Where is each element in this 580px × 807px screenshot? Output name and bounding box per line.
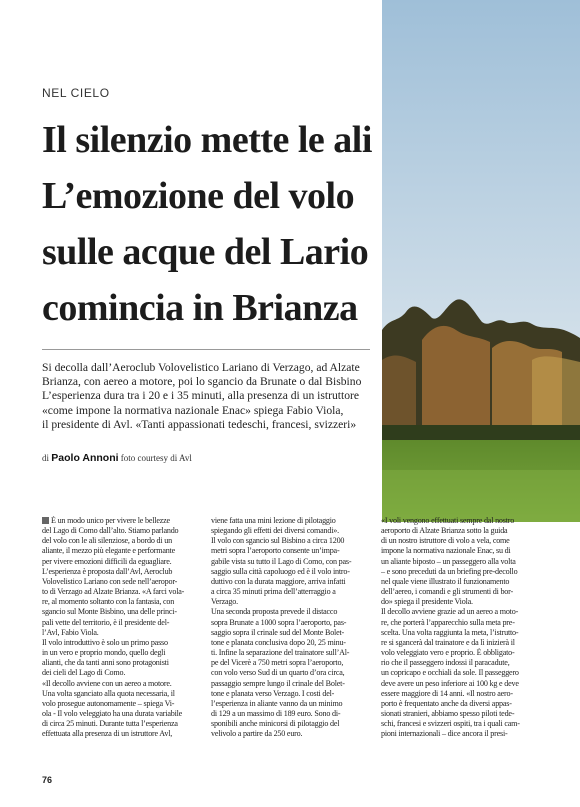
- article-column-1: [42, 516, 212, 739]
- body-text-line: deve avere un peso inferiore ai 100 kg e deve: [381, 678, 519, 688]
- body-text-line: spiegando gli effetti dei diversi comandi».: [211, 526, 339, 536]
- body-text-line: Il volo con sgancio sul Bisbino a circa 1200: [211, 536, 345, 546]
- body-text-line: L’esperienza è proposta dall’Avl, Aeroclub: [42, 566, 173, 576]
- body-text-line: Verzago.: [211, 597, 238, 607]
- body-text-line: re, che porterà l’apparecchio sulla meta pre-: [381, 617, 515, 627]
- body-text-line: [42, 516, 212, 526]
- title-line: L’emozione del volo: [42, 175, 355, 217]
- body-text-line: nel quale viene illustrato il funzionamento: [381, 576, 510, 586]
- body-text-line: alianti, che da tanti anni sono protagonisti: [42, 658, 169, 668]
- body-text-line: un aliante biposto – un passeggero alla volta: [381, 556, 516, 566]
- body-text-line: tone e planata conclusiva dopo 20, 25 minu-: [211, 637, 346, 647]
- byline-credit: foto courtesy di Avl: [120, 453, 192, 463]
- body-text-line: ola - Il volo veleggiato ha una durata variabile: [42, 708, 183, 718]
- body-text-line: velivolo a partire da 250 euro.: [211, 729, 303, 739]
- airfield-landscape-image: [382, 0, 580, 522]
- body-text-line: pali vette del territorio, è il presidente del-: [42, 617, 170, 627]
- body-text-line: sionati stranieri, abbiamo spesso piloti tede-: [381, 708, 515, 718]
- body-text-line: del volo con le ali silenziose, a bordo di un: [42, 536, 172, 546]
- body-text-line: pioni internazionali – dice ancora il presi-: [381, 729, 508, 739]
- body-text-line: sgancio sul Monte Bisbino, una delle princi-: [42, 607, 177, 617]
- body-text-line: pe del Vicerè a 750 metri sopra l’aeroporto,: [211, 658, 344, 668]
- lead-line: il presidente di Avl. «Tanti appassionati tedeschi, francesi, svizzeri»: [42, 417, 357, 431]
- page-number: 76: [42, 775, 53, 785]
- body-text-line: Il volo introduttivo è solo un primo passo: [42, 637, 168, 647]
- title-line: comincia in Brianza: [42, 287, 358, 329]
- article-title: [42, 112, 377, 336]
- body-text-line: «I voli vengono effettuati sempre dal nostro: [381, 516, 515, 525]
- body-text-line: saggio sulla città capoluogo ed è il volo intro-: [211, 566, 350, 576]
- body-text-line: in un vero e proprio mondo, quello degli: [42, 648, 166, 658]
- body-text-line: di 129 a un massimo di 189 euro. Sono di-: [211, 708, 341, 718]
- title-line: Il silenzio mette le ali: [42, 119, 372, 161]
- body-text-line: effettuata alla presenza di un istruttore Avl,: [42, 729, 173, 739]
- lead-line: L’esperienza dura tra i 20 e i 35 minuti, alla presenza di un istruttore: [42, 389, 360, 403]
- body-text-line: – e sono preceduti da un briefing pre-decollo: [381, 566, 518, 576]
- body-text-line: schi, francesi e svizzeri ospiti, tra i quali cam-: [381, 719, 520, 729]
- body-text-line: viene fatta una mini lezione di pilotaggio: [211, 516, 336, 525]
- body-text-line: con volo verso Sud di un quarto d’ora circa,: [211, 668, 345, 678]
- body-text-line: metri sopra l’aeroporto consente un’impa-: [211, 546, 340, 556]
- body-text-first: È un modo unico per vivere le bellezze: [51, 516, 170, 525]
- body-text-line: sopra Brunate a 1000 sopra l’aeroporto, pas-: [211, 617, 347, 627]
- body-text-line: di circa 25 minuti. Durante tutta l’esperienza: [42, 719, 178, 729]
- byline: [42, 452, 192, 464]
- lead-line: «come impone la normativa nazionale Enac» spiega Fabio Viola,: [42, 403, 344, 417]
- body-text-line: ti. Infine la separazione del trainatore sull’Al-: [211, 648, 350, 658]
- body-text-line: per vivere emozioni difficili da eguagliare.: [42, 556, 172, 566]
- body-text-line: sponibili anche minicorsi di pilotaggio del: [211, 719, 340, 729]
- body-text-line: del Lago di Como dall’alto. Stiamo parlando: [42, 526, 179, 536]
- body-text-line: dell’aereo, i comandi e gli strumenti di bor-: [381, 587, 513, 597]
- drop-square-icon: [42, 517, 49, 524]
- byline-prefix: di: [42, 453, 50, 463]
- body-text-line: l’Avl, Fabio Viola.: [42, 627, 99, 637]
- body-text-line: re, al momento soltanto con la fantasia, con: [42, 597, 175, 607]
- body-text-line: aeroporto di Alzate Brianza sotto la guida: [381, 526, 508, 536]
- body-text-line: to di Verzago ad Alzate Brianza. «A farci vola-: [42, 587, 185, 597]
- body-text-line: aliante, il mezzo più elegante e performante: [42, 546, 175, 556]
- byline-author: Paolo Annoni: [51, 452, 119, 464]
- article-column-3: [381, 516, 551, 739]
- lead-line: Brianza, con aereo a motore, poi lo sgancio da Brunate o dal Bisbino: [42, 375, 362, 389]
- body-text-line: «Il decollo avviene con un aereo a motore.: [42, 678, 172, 688]
- body-text-line: saggio sopra il crinale sud del Monte Bolet-: [211, 627, 345, 637]
- body-text-line: scelta. Una volta raggiunta la meta, l’istrutto-: [381, 627, 519, 637]
- body-text-line: porto è frequentato anche da diversi appas-: [381, 698, 512, 708]
- body-text-line: volo prosegue autonomamente – spiega Vi-: [42, 698, 175, 708]
- body-text-line: tone e planata verso Verzago. I costi del-: [211, 688, 335, 698]
- body-text-line: do» spiega il presidente Viola.: [381, 597, 473, 607]
- article-lead: [42, 361, 368, 432]
- body-text-line: l’esperienza in aliante vanno da un minimo: [211, 698, 343, 708]
- body-text-line: rio che il passeggero indossi il paracadute,: [381, 658, 510, 668]
- lead-line: Si decolla dall’Aeroclub Volovelistico Lariano di Verzago, ad Alzate: [42, 361, 360, 374]
- body-text-line: passaggio sempre lungo il crinale del Bolet-: [211, 678, 345, 688]
- title-divider: [42, 349, 370, 350]
- body-text-line: Una volta sganciato alla quota necessaria, il: [42, 688, 175, 698]
- body-text-line: di un nostro istruttore di volo a vela, come: [381, 536, 510, 546]
- body-text-line: re si sgancerà dal trainatore e da lì inizierà il: [381, 637, 515, 647]
- body-text-line: essere maggiore di 14 anni. «Il nostro aero-: [381, 688, 513, 698]
- body-text-line: dei cieli del Lago di Como.: [42, 668, 126, 678]
- body-text-line: a circa 35 minuti prima dell’atterraggio a: [211, 587, 336, 597]
- body-text-line: impone la normativa nazionale Enac, su di: [381, 546, 511, 556]
- title-line: sulle acque del Lario: [42, 231, 369, 273]
- body-text-line: volo veleggiato vero e proprio. È obbligato-: [381, 648, 515, 658]
- body-text-line: Il decollo avviene grazie ad un aereo a moto-: [381, 607, 519, 617]
- body-text-line: gabile vista su tutto il Lago di Como, con pas-: [211, 556, 352, 566]
- hero-photo: [382, 0, 580, 522]
- body-text-line: duttivo con la durata maggiore, arriva infatti: [211, 576, 346, 586]
- section-label: NEL CIELO: [42, 86, 110, 100]
- body-text-line: un copricapo e occhiali da sole. Il passeggero: [381, 668, 519, 678]
- body-text-line: Volovelistico Lariano con sede nell’aeropor-: [42, 576, 178, 586]
- article-column-2: [211, 516, 381, 739]
- body-text-line: Una seconda proposta prevede il distacco: [211, 607, 338, 617]
